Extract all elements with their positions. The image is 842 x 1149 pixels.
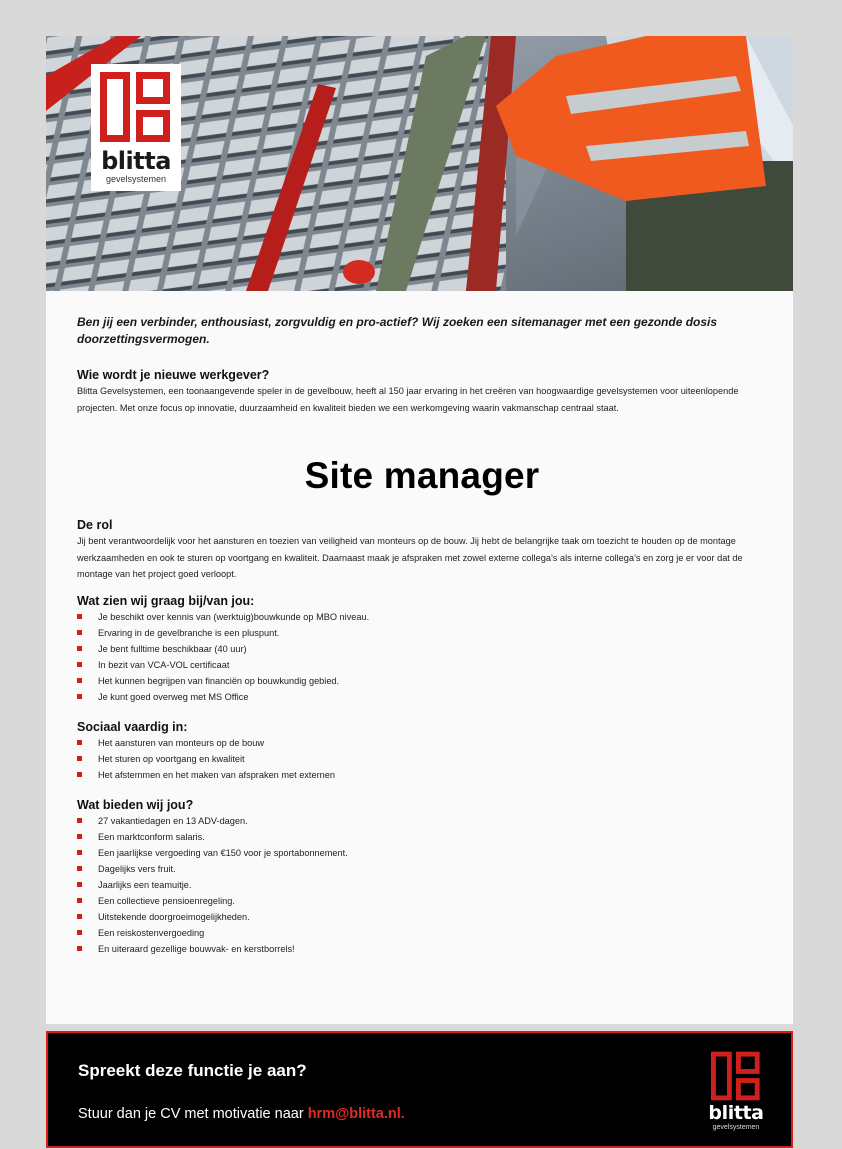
requirements-heading: Wat zien wij graag bij/van jou: [77, 593, 255, 608]
list-item: En uiteraard gezellige bouwvak- en kerstborrels! [77, 941, 767, 957]
list-item: Een collectieve pensioenregeling. [77, 893, 767, 909]
blitta-logo-icon [711, 1051, 761, 1101]
bullet-square-icon [77, 866, 82, 871]
bullet-square-icon [77, 740, 82, 745]
bullet-square-icon [77, 818, 82, 823]
employer-text: Blitta Gevelsystemen, een toonaangevende speler in de gevelbouw, heeft al 150 jaar ervaring in het creëren van hoogwaardige gevelsystemen voor uiteenlopende projecten. Met onze focus op innovatie, duurzaamheid en kwaliteit bieden we een werkomgeving waarin vakmanschap centraal staat. [77, 386, 739, 413]
bullet-square-icon [77, 914, 82, 919]
list-item: Een marktconform salaris. [77, 829, 767, 845]
social-heading: Sociaal vaardig in: [77, 719, 188, 734]
bullet-square-icon [77, 898, 82, 903]
list-item: Een reiskostenvergoeding [77, 925, 767, 941]
offer-list [77, 813, 767, 957]
bullet-square-icon [77, 662, 82, 667]
cta-line [78, 1106, 405, 1122]
bullet-square-icon [77, 946, 82, 951]
role-heading: De rol [77, 518, 113, 532]
list-item: Je bent fulltime beschikbaar (40 uur) [77, 641, 767, 657]
list-item: Het sturen op voortgang en kwaliteit [77, 751, 767, 767]
intro-text: Ben jij een verbinder, enthousiast, zorgvuldig en pro-actief? Wij zoeken een sitemanager met een gezonde dosis doorzettingsvermogen. [77, 315, 718, 346]
bullet-square-icon [77, 772, 82, 777]
blitta-logo-icon [100, 72, 172, 142]
list-item: Je kunt goed overweg met MS Office [77, 689, 767, 705]
vacancy-content [77, 314, 767, 957]
list-item: Een jaarlijkse vergoeding van €150 voor je sportabonnement. [77, 845, 767, 861]
list-item: Je beschikt over kennis van (werktuig)bouwkunde op MBO niveau. [77, 609, 767, 625]
bullet-square-icon [77, 614, 82, 619]
list-item: Het afstemmen en het maken van afspraken met externen [77, 767, 767, 783]
requirements-list [77, 609, 767, 705]
hero-photo [46, 36, 793, 291]
bullet-square-icon [77, 630, 82, 635]
email-link[interactable]: hrm@blitta.nl. [307, 1106, 405, 1122]
page-title: Site manager [304, 455, 540, 496]
brand-name: blitta [101, 147, 171, 175]
bullet-square-icon [77, 930, 82, 935]
vacancy-sheet [46, 36, 793, 1024]
list-item: Uitstekende doorgroeimogelijkheden. [77, 909, 767, 925]
list-item: Ervaring in de gevelbranche is een pluspunt. [77, 625, 767, 641]
employer-heading: Wie wordt je nieuwe werkgever? [77, 368, 270, 382]
list-item: 27 vakantiedagen en 13 ADV-dagen. [77, 813, 767, 829]
cta-heading: Spreekt deze functie je aan? [78, 1061, 307, 1080]
list-item: Dagelijks vers fruit. [77, 861, 767, 877]
bullet-square-icon [77, 850, 82, 855]
bullet-square-icon [77, 646, 82, 651]
social-list [77, 735, 767, 783]
offer-heading: Wat bieden wij jou? [77, 797, 194, 812]
cta-footer [46, 1031, 793, 1148]
footer-brand-logo [708, 1051, 764, 1136]
bullet-square-icon [77, 678, 82, 683]
role-text: Jij bent verantwoordelijk voor het aansturen en toezien van veiligheid van monteurs op de bouw. Jij hebt de belangrijke taak om toezicht te houden op de montage werkzaamheden en ook te sturen op voortgang en kwaliteit. Daarnaast maak je afspraken met zowel externe collega’s als interne collega’s en zorg je er voor dat de montage van het project goed verloopt. [77, 536, 743, 579]
footer-brand-tagline: gevelsystemen [712, 1124, 760, 1131]
bullet-square-icon [77, 694, 82, 699]
list-item: Jaarlijks een teamuitje. [77, 877, 767, 893]
list-item: Het kunnen begrijpen van financiën op bouwkundig gebied. [77, 673, 767, 689]
list-item: In bezit van VCA-VOL certificaat [77, 657, 767, 673]
bullet-square-icon [77, 756, 82, 761]
list-item: Het aansturen van monteurs op de bouw [77, 735, 767, 751]
bullet-square-icon [77, 882, 82, 887]
brand-logo [91, 64, 181, 191]
footer-brand-name: blitta [708, 1102, 764, 1124]
cta-text: Stuur dan je CV met motivatie naar [78, 1106, 304, 1122]
bullet-square-icon [77, 834, 82, 839]
brand-tagline: gevelsystemen [105, 174, 167, 184]
